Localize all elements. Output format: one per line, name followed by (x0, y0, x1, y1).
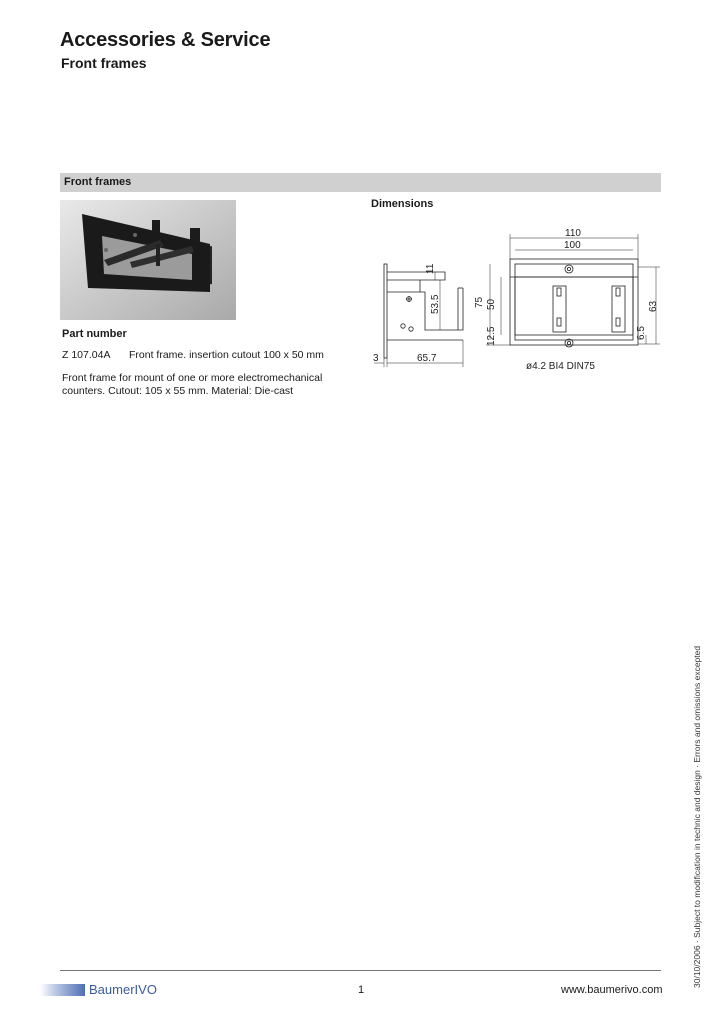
part-number-description: Front frame. insertion cutout 100 x 50 mm (129, 349, 324, 361)
dim-screw: ø4.2 BI4 DIN75 (526, 361, 595, 372)
dimensions-title: Dimensions (371, 198, 434, 210)
dim-65-7: 65.7 (417, 353, 437, 364)
section-bar (60, 173, 661, 192)
dim-3: 3 (373, 353, 379, 364)
dim-6-5: 6.5 (636, 326, 647, 340)
part-number-heading: Part number (62, 328, 127, 340)
footer-divider (60, 970, 661, 971)
part-number-code: Z 107.04A (62, 349, 111, 361)
dim-12-5: 12.5 (486, 326, 497, 346)
page-title: Accessories & Service (60, 29, 271, 51)
dim-110: 110 (565, 228, 581, 239)
dim-75: 75 (474, 296, 485, 308)
logo-wordmark: BaumerIVO (89, 982, 157, 997)
page-subtitle: Front frames (61, 55, 147, 71)
dim-63: 63 (648, 300, 659, 312)
dimension-drawing (360, 222, 670, 372)
dim-50: 50 (486, 298, 497, 310)
brand-logo (40, 982, 170, 998)
website-link[interactable]: www.baumerivo.com (561, 984, 663, 996)
page-number: 1 (358, 984, 365, 996)
product-photo (60, 200, 236, 320)
legal-side-note: 30/10/2006 · Subject to modification in technic and design · Errors and omissions excepted (692, 645, 702, 988)
dim-100: 100 (564, 240, 581, 251)
section-label: Front frames (64, 176, 132, 188)
product-description: Front frame for mount of one or more electromechanical counters. Cutout: 105 x 55 mm. Material: Die-cast (62, 372, 323, 397)
dim-53-5: 53.5 (430, 294, 441, 314)
dim-11: 11 (425, 263, 436, 274)
side-view (374, 264, 463, 367)
logo-gradient-bar (40, 984, 85, 996)
